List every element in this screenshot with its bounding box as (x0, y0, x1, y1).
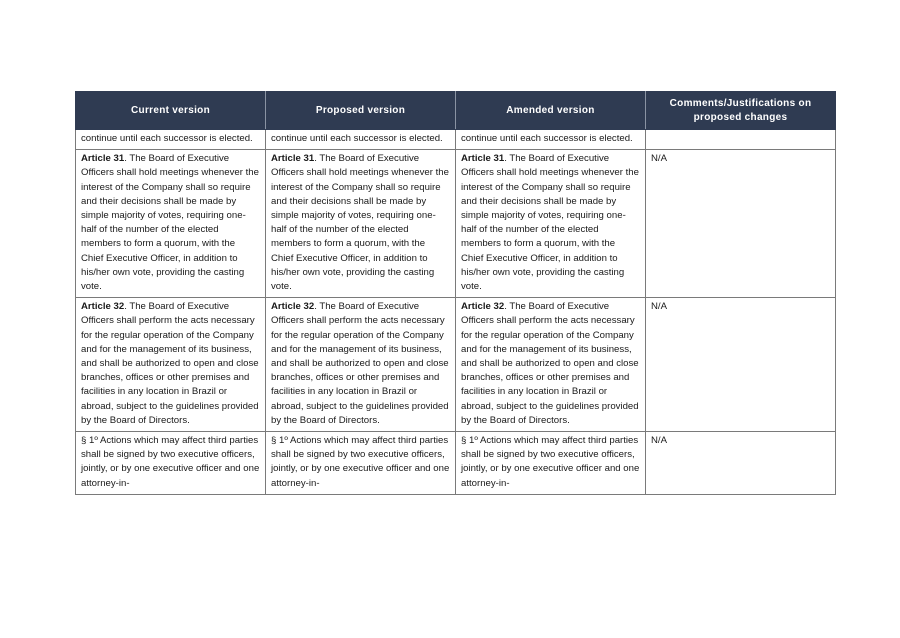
table-row (76, 130, 836, 150)
table-row (76, 298, 836, 432)
cell-text: . The Board of Executive Officers shall perform the acts necessary for the regular operation of the Company and for the management of its business, and shall be authorized to open and close branches, offices or other premises and facilities in any location in Brazil or abroad, subject to the guidelines provided by the Board of Directors. (271, 301, 449, 426)
cell-text: . The Board of Executive Officers shall hold meetings whenever the interest of the Company shall so require and their decisions shall be made by simple majority of votes, requiring one-half of the number of the elected members to form a quorum, with the Chief Executive Officer, in addition to his/her own vote, providing the casting vote. (271, 153, 449, 293)
article-label: Article 32 (81, 301, 125, 313)
current-version-cell (76, 150, 266, 298)
cell-text: N/A (651, 153, 667, 165)
article-label: Article 32 (271, 301, 315, 313)
comments-cell (646, 150, 836, 298)
header-comments: Comments/Justifications on proposed changes (646, 92, 836, 130)
cell-text: continue until each successor is elected. (461, 133, 633, 144)
header-current-version: Current version (76, 92, 266, 130)
proposed-version-cell (266, 432, 456, 495)
proposed-version-cell (266, 130, 456, 150)
current-version-cell (76, 432, 266, 495)
cell-text: § 1º Actions which may affect third parties shall be signed by two executive officers, jointly, or by one executive officer and one attorney-in- (461, 435, 640, 489)
proposed-version-cell (266, 150, 456, 298)
current-version-cell (76, 298, 266, 432)
cell-text: § 1º Actions which may affect third parties shall be signed by two executive officers, jointly, or by one executive officer and one attorney-in- (81, 435, 260, 489)
amended-version-cell (456, 298, 646, 432)
table-row (76, 150, 836, 298)
table-header-row (76, 92, 836, 130)
article-label: Article 32 (461, 301, 505, 313)
current-version-cell (76, 130, 266, 150)
amended-version-cell (456, 130, 646, 150)
cell-text: . The Board of Executive Officers shall perform the acts necessary for the regular operation of the Company and for the management of its business, and shall be authorized to open and close branches, offices or other premises and facilities in any location in Brazil or abroad, subject to the guidelines provided by the Board of Directors. (461, 301, 639, 426)
article-label: Article 31 (461, 153, 505, 165)
cell-text: . The Board of Executive Officers shall hold meetings whenever the interest of the Company shall so require and their decisions shall be made by simple majority of votes, requiring one-half of the number of the elected members to form a quorum, with the Chief Executive Officer, in addition to his/her own vote, providing the casting vote. (461, 153, 639, 293)
amended-version-cell (456, 150, 646, 298)
cell-text: . The Board of Executive Officers shall hold meetings whenever the interest of the Company shall so require and their decisions shall be made by simple majority of votes, requiring one-half of the number of the elected members to form a quorum, with the Chief Executive Officer, in addition to his/her own vote, providing the casting vote. (81, 153, 259, 293)
amended-version-cell (456, 432, 646, 495)
article-label: Article 31 (271, 153, 315, 165)
header-amended-version: Amended version (456, 92, 646, 130)
comparison-table (75, 91, 836, 495)
comments-cell (646, 432, 836, 495)
cell-text: § 1º Actions which may affect third parties shall be signed by two executive officers, jointly, or by one executive officer and one attorney-in- (271, 435, 450, 489)
proposed-version-cell (266, 298, 456, 432)
cell-text: N/A (651, 435, 667, 447)
cell-text: . The Board of Executive Officers shall perform the acts necessary for the regular operation of the Company and for the management of its business, and shall be authorized to open and close branches, offices or other premises and facilities in any location in Brazil or abroad, subject to the guidelines provided by the Board of Directors. (81, 301, 259, 426)
header-proposed-version: Proposed version (266, 92, 456, 130)
cell-text: N/A (651, 301, 667, 313)
cell-text: continue until each successor is elected. (81, 133, 253, 144)
cell-text: continue until each successor is elected. (271, 133, 443, 144)
comments-cell (646, 298, 836, 432)
table-body (76, 130, 836, 495)
table-row (76, 432, 836, 495)
comments-cell (646, 130, 836, 150)
article-label: Article 31 (81, 153, 125, 165)
